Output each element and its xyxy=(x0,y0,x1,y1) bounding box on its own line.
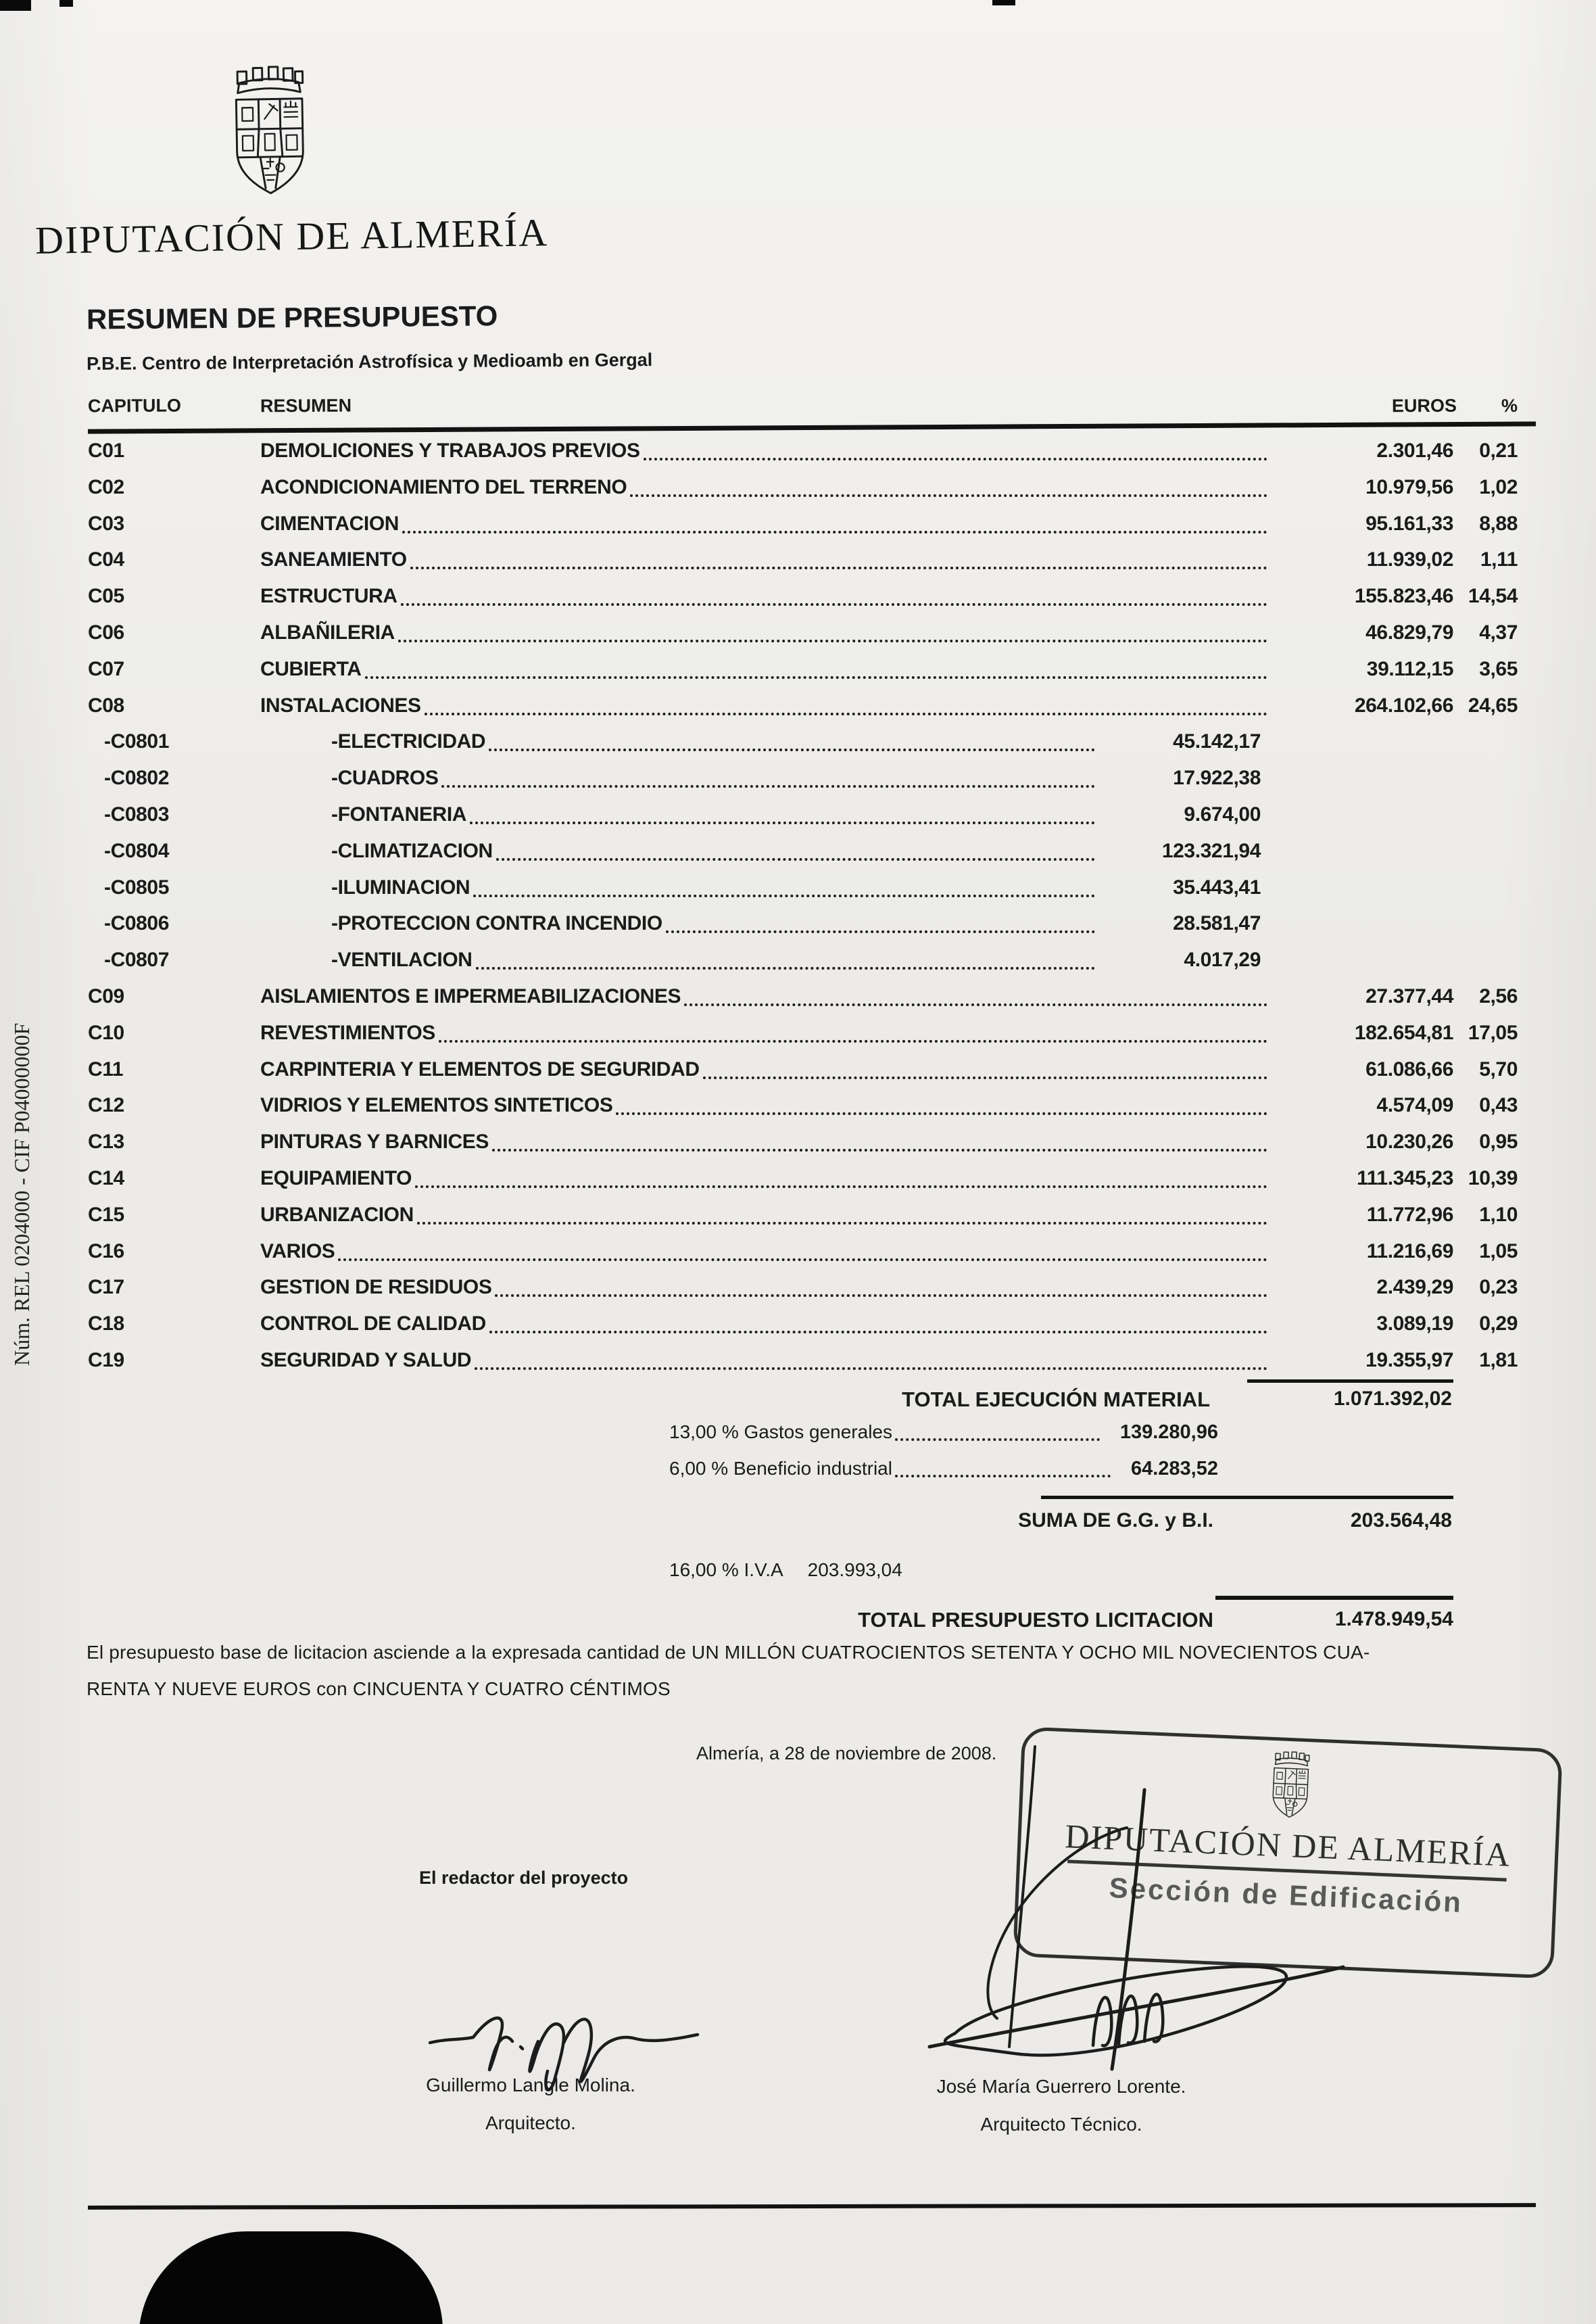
table-row xyxy=(88,1164,1536,1201)
row-label: -FONTANERIA xyxy=(331,803,467,826)
column-header-percent: % xyxy=(1501,395,1518,417)
row-label-wrap xyxy=(260,1346,1267,1375)
row-dotted-leader xyxy=(666,930,1095,933)
row-code: C09 xyxy=(88,985,124,1007)
row-label: GESTION DE RESIDUOS xyxy=(260,1276,492,1299)
footer-rule xyxy=(88,2203,1536,2210)
table-row xyxy=(88,619,1536,655)
table-row xyxy=(88,764,1536,801)
total-licitacion-label: TOTAL PRESUPUESTO LICITACION xyxy=(858,1608,1213,1632)
stamp-organization: DIPUTACIÓN DE ALMERÍA xyxy=(1064,1817,1512,1874)
row-percent: 0,95 xyxy=(1479,1131,1518,1154)
row-amount: 11.216,69 xyxy=(1366,1239,1453,1262)
row-code: C11 xyxy=(88,1058,124,1081)
project-subtitle: P.B.E. Centro de Interpretación Astrofísica y Medioamb en Gergal xyxy=(86,350,653,374)
total-ejecucion-value: 1.071.392,02 xyxy=(1333,1388,1452,1410)
row-label-wrap xyxy=(331,946,1095,974)
row-code: C14 xyxy=(88,1166,124,1189)
row-dotted-leader xyxy=(475,1367,1267,1370)
row-code: C02 xyxy=(88,475,124,498)
row-label: INSTALACIONES xyxy=(260,694,421,717)
table-row xyxy=(88,1056,1536,1092)
table-row xyxy=(88,1310,1536,1346)
row-percent: 1,81 xyxy=(1479,1348,1518,1371)
row-amount: 17.922,38 xyxy=(1173,767,1261,790)
dotted-leader xyxy=(895,1475,1111,1477)
row-amount: 10.979,56 xyxy=(1365,475,1453,498)
row-code: C07 xyxy=(88,657,124,680)
row-percent: 1,11 xyxy=(1480,548,1518,571)
row-amount: 2.439,29 xyxy=(1376,1276,1453,1299)
row-percent: 1,02 xyxy=(1479,475,1518,498)
row-amount: 2.301,46 xyxy=(1376,440,1453,462)
table-row xyxy=(88,801,1536,837)
row-label: VARIOS xyxy=(260,1239,335,1262)
beneficio-industrial-label: 6,00 % Beneficio industrial xyxy=(669,1458,892,1479)
budget-table-body xyxy=(88,437,1536,1383)
table-row xyxy=(88,837,1536,874)
table-row xyxy=(88,510,1536,546)
table-row xyxy=(88,946,1536,982)
column-header-euros: EUROS xyxy=(1391,395,1457,417)
row-dotted-leader xyxy=(441,785,1095,788)
table-row xyxy=(88,1273,1536,1310)
row-percent: 17,05 xyxy=(1468,1021,1518,1044)
row-label: ESTRUCTURA xyxy=(260,585,397,608)
row-percent: 1,05 xyxy=(1479,1239,1518,1262)
row-amount: 39.112,15 xyxy=(1366,657,1453,680)
table-row xyxy=(88,1128,1536,1164)
scan-speck xyxy=(0,0,31,11)
row-label-wrap xyxy=(260,1019,1267,1047)
row-dotted-leader xyxy=(492,1149,1267,1152)
row-amount: 4.017,29 xyxy=(1184,949,1261,972)
document-title: RESUMEN DE PRESUPUESTO xyxy=(86,300,498,335)
row-dotted-leader xyxy=(684,1003,1267,1006)
row-percent: 3,65 xyxy=(1479,657,1518,680)
row-label: SANEAMIENTO xyxy=(260,548,407,571)
row-code: C10 xyxy=(88,1021,124,1044)
row-label-wrap xyxy=(331,728,1095,756)
row-dotted-leader xyxy=(415,1185,1267,1188)
table-row xyxy=(88,1019,1536,1056)
row-amount: 155.823,46 xyxy=(1354,585,1453,608)
row-dotted-leader xyxy=(470,822,1095,824)
redactor-heading: El redactor del proyecto xyxy=(419,1868,629,1888)
technical-architect-name: José María Guerrero Lorente. xyxy=(936,2076,1186,2097)
row-label-wrap xyxy=(331,909,1095,938)
row-dotted-leader xyxy=(495,1294,1267,1297)
suma-gg-bi-label: SUMA DE G.G. y B.I. xyxy=(1018,1509,1213,1532)
row-dotted-leader xyxy=(476,967,1095,970)
row-dotted-leader xyxy=(630,494,1267,497)
iva-value: 203.993,04 xyxy=(807,1559,902,1580)
row-percent: 10,39 xyxy=(1468,1166,1518,1189)
row-label-wrap xyxy=(260,546,1267,574)
table-row xyxy=(88,728,1536,764)
row-amount: 10.230,26 xyxy=(1365,1131,1453,1154)
row-label-wrap xyxy=(331,837,1095,865)
row-code: -C0805 xyxy=(104,876,169,899)
row-dotted-leader xyxy=(616,1112,1267,1115)
row-code: -C0804 xyxy=(104,839,169,862)
row-code: C18 xyxy=(88,1312,124,1335)
row-code: -C0803 xyxy=(104,803,169,826)
row-label-wrap xyxy=(260,1056,1267,1084)
row-label: ALBAÑILERIA xyxy=(260,621,395,644)
gastos-generales-label: 13,00 % Gastos generales xyxy=(669,1421,892,1442)
row-label-wrap xyxy=(260,1091,1267,1120)
row-amount: 264.102,66 xyxy=(1354,694,1453,717)
row-label-wrap xyxy=(260,1128,1267,1156)
row-amount: 61.086,66 xyxy=(1365,1058,1453,1081)
row-percent: 0,43 xyxy=(1479,1094,1518,1117)
row-label: -CLIMATIZACION xyxy=(331,839,493,862)
row-amount: 111.345,23 xyxy=(1357,1166,1453,1189)
coat-of-arms-icon xyxy=(227,62,312,204)
table-row xyxy=(88,437,1536,473)
row-dotted-leader xyxy=(402,531,1267,533)
row-dotted-leader xyxy=(644,458,1267,460)
scan-speck xyxy=(992,0,1015,5)
column-header-resumen: RESUMEN xyxy=(260,395,352,417)
row-label: EQUIPAMIENTO xyxy=(260,1166,412,1189)
row-label: -ILUMINACION xyxy=(331,876,470,899)
row-percent: 4,37 xyxy=(1479,621,1518,644)
row-label-wrap xyxy=(260,473,1267,502)
row-label: DEMOLICIONES Y TRABAJOS PREVIOS xyxy=(260,440,640,462)
statement-line-1: El presupuesto base de licitacion asciende a la expresada cantidad de UN MILLÓN CUATROCIENTOS SETENTA Y OCHO MIL NOVECIENTOS CUA- xyxy=(87,1642,1370,1663)
table-row xyxy=(88,1237,1536,1274)
suma-gg-bi-value: 203.564,48 xyxy=(1350,1509,1452,1532)
row-label-wrap xyxy=(260,510,1267,538)
total-ejecucion-label: TOTAL EJECUCIÓN MATERIAL xyxy=(902,1388,1210,1411)
row-label: SEGURIDAD Y SALUD xyxy=(260,1348,472,1371)
beneficio-industrial-line xyxy=(669,1455,1218,1482)
row-label: PINTURAS Y BARNICES xyxy=(260,1131,489,1154)
row-label-wrap xyxy=(331,874,1095,902)
beneficio-industrial-value: 64.283,52 xyxy=(1130,1458,1218,1479)
row-amount: 46.829,79 xyxy=(1365,621,1453,644)
row-code: C06 xyxy=(88,621,124,644)
row-code: C12 xyxy=(88,1094,124,1117)
row-code: -C0807 xyxy=(104,949,169,972)
scan-speck xyxy=(59,0,73,7)
stamp-section: Sección de Edificación xyxy=(1108,1872,1464,1918)
technical-architect-signature xyxy=(902,1728,1369,2116)
row-amount: 95.161,33 xyxy=(1365,512,1453,535)
dotted-leader xyxy=(895,1438,1100,1441)
row-amount: 35.443,41 xyxy=(1173,876,1261,899)
row-dotted-leader xyxy=(425,713,1267,715)
row-percent: 0,23 xyxy=(1479,1276,1518,1299)
row-dotted-leader xyxy=(401,603,1267,606)
table-row xyxy=(88,473,1536,510)
architect-name: Guillermo Langle Molina. xyxy=(426,2074,635,2095)
row-percent: 5,70 xyxy=(1479,1058,1518,1081)
totals-rule xyxy=(1041,1496,1453,1499)
scan-blob-artifact xyxy=(139,2231,443,2324)
row-dotted-leader xyxy=(496,858,1095,861)
row-amount: 45.142,17 xyxy=(1173,730,1261,753)
row-percent: 0,29 xyxy=(1479,1312,1518,1335)
row-label: -PROTECCION CONTRA INCENDIO xyxy=(331,912,662,935)
total-licitacion-value: 1.478.949,54 xyxy=(1334,1608,1453,1630)
row-label-wrap xyxy=(331,801,1095,829)
table-row xyxy=(88,692,1536,728)
header-rule xyxy=(88,421,1536,433)
row-label-wrap xyxy=(260,655,1267,684)
table-row xyxy=(88,982,1536,1019)
row-percent: 14,54 xyxy=(1468,585,1518,608)
row-code: C13 xyxy=(88,1131,124,1154)
architect-role: Arquitecto. xyxy=(485,2112,576,2133)
row-label: CONTROL DE CALIDAD xyxy=(260,1312,486,1335)
row-dotted-leader xyxy=(398,640,1267,642)
row-label-wrap xyxy=(260,1273,1267,1302)
table-row xyxy=(88,1346,1536,1383)
organization-title: DIPUTACIÓN DE ALMERÍA xyxy=(34,210,549,262)
row-label: ACONDICIONAMIENTO DEL TERRENO xyxy=(260,475,627,498)
row-dotted-leader xyxy=(338,1258,1267,1261)
row-amount: 3.089,19 xyxy=(1376,1312,1453,1335)
iva-label: 16,00 % I.V.A xyxy=(669,1559,783,1580)
column-header-capitulo: CAPITULO xyxy=(87,395,182,417)
row-code: C15 xyxy=(88,1203,124,1226)
table-row xyxy=(88,874,1536,910)
row-code: C04 xyxy=(88,548,124,571)
table-row xyxy=(88,655,1536,692)
row-code: C03 xyxy=(88,512,124,535)
margin-note: Núm. REL 0204000 - CIF P04000000F xyxy=(9,1022,34,1366)
row-amount: 27.377,44 xyxy=(1365,985,1453,1007)
row-percent: 24,65 xyxy=(1468,694,1518,717)
row-label: AISLAMIENTOS E IMPERMEABILIZACIONES xyxy=(260,985,681,1007)
row-dotted-leader xyxy=(489,1331,1267,1333)
row-amount: 11.772,96 xyxy=(1366,1203,1453,1226)
row-label: VIDRIOS Y ELEMENTOS SINTETICOS xyxy=(260,1094,613,1117)
technical-architect-role: Arquitecto Técnico. xyxy=(980,2114,1142,2135)
row-code: C16 xyxy=(88,1239,124,1262)
row-amount: 4.574,09 xyxy=(1376,1094,1453,1117)
row-amount: 123.321,94 xyxy=(1161,839,1261,862)
row-label: CIMENTACION xyxy=(260,512,400,535)
row-label-wrap xyxy=(260,1164,1267,1193)
gastos-generales-value: 139.280,96 xyxy=(1119,1421,1218,1443)
row-code: C19 xyxy=(88,1348,124,1371)
row-label-wrap xyxy=(331,764,1095,792)
iva-line xyxy=(669,1554,1452,1581)
row-code: C05 xyxy=(88,585,124,608)
row-label: URBANIZACION xyxy=(260,1203,414,1226)
table-row xyxy=(88,546,1536,582)
row-amount: 11.939,02 xyxy=(1366,548,1453,571)
row-label-wrap xyxy=(260,619,1267,647)
row-dotted-leader xyxy=(410,567,1267,569)
row-dotted-leader xyxy=(703,1076,1267,1079)
row-percent: 0,21 xyxy=(1479,440,1518,462)
totals-rule xyxy=(1215,1596,1453,1600)
gastos-generales-line xyxy=(669,1419,1218,1446)
table-row xyxy=(88,1091,1536,1128)
row-dotted-leader xyxy=(417,1222,1267,1225)
table-row xyxy=(88,1201,1536,1237)
row-dotted-leader xyxy=(365,676,1267,679)
row-amount: 28.581,47 xyxy=(1173,912,1261,935)
row-dotted-leader xyxy=(473,895,1095,897)
row-code: -C0802 xyxy=(104,767,169,790)
row-label-wrap xyxy=(260,1237,1267,1266)
row-amount: 182.654,81 xyxy=(1354,1021,1453,1044)
row-amount: 19.355,97 xyxy=(1365,1348,1453,1371)
row-label: -CUADROS xyxy=(331,767,439,790)
date-line: Almería, a 28 de noviembre de 2008. xyxy=(696,1743,997,1763)
row-code: -C0806 xyxy=(104,912,169,935)
statement-line-2: RENTA Y NUEVE EUROS con CINCUENTA Y CUATRO CÉNTIMOS xyxy=(87,1678,671,1699)
row-code: C17 xyxy=(88,1276,124,1299)
row-code: C08 xyxy=(88,694,124,717)
row-percent: 2,56 xyxy=(1479,985,1518,1007)
row-label-wrap xyxy=(260,692,1267,720)
table-row xyxy=(88,582,1536,619)
row-label: -VENTILACION xyxy=(331,949,473,972)
row-label: -ELECTRICIDAD xyxy=(331,730,486,753)
row-label-wrap xyxy=(260,1310,1267,1338)
row-label: REVESTIMIENTOS xyxy=(260,1021,435,1044)
row-label-wrap xyxy=(260,582,1267,611)
row-label-wrap xyxy=(260,437,1267,465)
row-dotted-leader xyxy=(439,1040,1267,1043)
table-row xyxy=(88,909,1536,946)
row-label-wrap xyxy=(260,1201,1267,1229)
row-dotted-leader xyxy=(489,749,1095,751)
totals-rule xyxy=(1247,1379,1453,1383)
row-code: C01 xyxy=(88,440,124,462)
row-percent: 8,88 xyxy=(1479,512,1518,535)
row-amount: 9.674,00 xyxy=(1184,803,1261,826)
row-label: CUBIERTA xyxy=(260,657,362,680)
row-label: CARPINTERIA Y ELEMENTOS DE SEGURIDAD xyxy=(260,1058,700,1081)
row-code: -C0801 xyxy=(104,730,169,753)
row-label-wrap xyxy=(260,982,1267,1011)
row-percent: 1,10 xyxy=(1479,1203,1518,1226)
